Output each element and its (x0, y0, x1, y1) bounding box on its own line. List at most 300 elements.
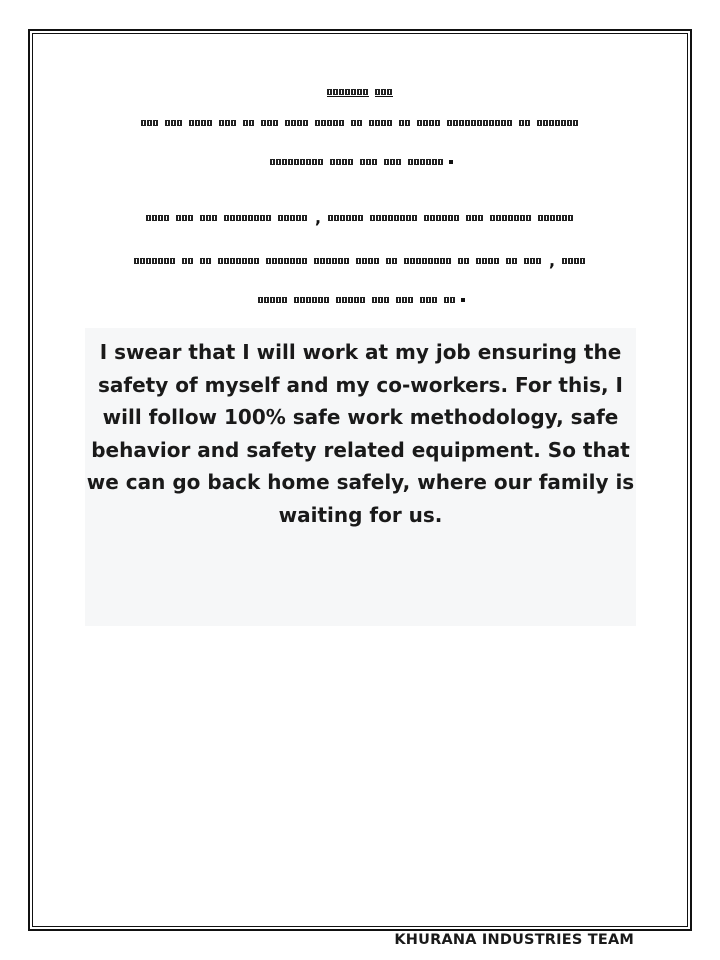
missing-glyph (417, 120, 422, 126)
missing-glyph (568, 215, 573, 221)
missing-glyph (483, 120, 488, 126)
unrendered-word (562, 258, 586, 264)
unrendered-word (336, 297, 366, 303)
missing-glyph (430, 215, 435, 221)
missing-glyph (376, 215, 381, 221)
missing-glyph (218, 258, 223, 264)
missing-glyph (230, 258, 235, 264)
missing-glyph (147, 120, 152, 126)
missing-glyph (388, 215, 393, 221)
unrendered-word (490, 215, 532, 221)
missing-glyph (224, 258, 229, 264)
missing-glyph (465, 120, 470, 126)
missing-glyph (282, 159, 287, 165)
missing-glyph (219, 120, 224, 126)
missing-glyph (303, 120, 308, 126)
missing-glyph (195, 120, 200, 126)
missing-glyph (478, 215, 483, 221)
missing-glyph (351, 89, 356, 95)
missing-glyph (543, 120, 548, 126)
pledge-signature: KHURANA INDUSTRIES TEAM (394, 932, 634, 948)
missing-glyph (420, 297, 425, 303)
missing-glyph (549, 120, 554, 126)
missing-glyph (394, 215, 399, 221)
missing-glyph (321, 120, 326, 126)
missing-glyph (524, 258, 529, 264)
missing-glyph (488, 258, 493, 264)
missing-glyph (372, 297, 377, 303)
missing-glyph (182, 215, 187, 221)
missing-glyph (315, 120, 320, 126)
unrendered-word (420, 297, 438, 303)
missing-glyph (390, 159, 395, 165)
missing-glyph (459, 120, 464, 126)
missing-glyph (386, 258, 391, 264)
comma: , (314, 208, 322, 227)
missing-glyph (375, 89, 380, 95)
missing-glyph (206, 215, 211, 221)
missing-glyph (140, 258, 145, 264)
unrendered-text-line (40, 120, 680, 126)
missing-glyph (346, 215, 351, 221)
unrendered-word (328, 215, 364, 221)
missing-glyph (146, 215, 151, 221)
missing-glyph (408, 159, 413, 165)
missing-glyph (502, 215, 507, 221)
pledge-box (85, 328, 636, 948)
missing-glyph (384, 159, 389, 165)
missing-glyph (357, 120, 362, 126)
missing-glyph (314, 258, 319, 264)
unrendered-text-line (40, 159, 680, 165)
unrendered-word (258, 297, 288, 303)
unrendered-word (519, 120, 531, 126)
missing-glyph (236, 215, 241, 221)
missing-glyph (270, 159, 275, 165)
unrendered-word (134, 258, 176, 264)
full-stop (449, 160, 453, 164)
missing-glyph (520, 215, 525, 221)
missing-glyph (352, 215, 357, 221)
unrendered-word (447, 120, 513, 126)
missing-glyph (236, 258, 241, 264)
missing-glyph (348, 159, 353, 165)
missing-glyph (501, 120, 506, 126)
missing-glyph (538, 215, 543, 221)
missing-glyph (348, 297, 353, 303)
missing-glyph (562, 258, 567, 264)
missing-glyph (362, 258, 367, 264)
missing-glyph (270, 297, 275, 303)
missing-glyph (447, 120, 452, 126)
missing-glyph (288, 159, 293, 165)
missing-glyph (146, 258, 151, 264)
pledge-text: I swear that I will work at my job ensuring the safety of myself and my co-workers. For this, I will follow 100% safe work methodology, safe behavior and safety related equipment. So that we can go back home safely, where our family is waiting for us. (86, 340, 635, 527)
unrendered-word (369, 120, 393, 126)
missing-glyph (266, 215, 271, 221)
missing-glyph (375, 120, 380, 126)
unrendered-word (261, 120, 279, 126)
missing-glyph (358, 215, 363, 221)
missing-glyph (435, 120, 440, 126)
missing-glyph (424, 215, 429, 221)
unrendered-word (476, 258, 500, 264)
missing-glyph (318, 159, 323, 165)
missing-glyph (254, 215, 259, 221)
missing-glyph (525, 120, 530, 126)
missing-glyph (530, 258, 535, 264)
missing-glyph (267, 120, 272, 126)
missing-glyph (453, 120, 458, 126)
missing-glyph (400, 215, 405, 221)
missing-glyph (432, 159, 437, 165)
missing-glyph (328, 215, 333, 221)
missing-glyph (333, 89, 338, 95)
unrendered-word (444, 297, 456, 303)
missing-glyph (230, 215, 235, 221)
missing-glyph (207, 120, 212, 126)
unrendered-word (146, 215, 170, 221)
missing-glyph (354, 297, 359, 303)
missing-glyph (489, 120, 494, 126)
missing-glyph (177, 120, 182, 126)
missing-glyph (200, 258, 205, 264)
missing-glyph (338, 258, 343, 264)
unrendered-word (266, 258, 308, 264)
missing-glyph (200, 215, 205, 221)
unrendered-text-line (40, 297, 680, 303)
missing-glyph (345, 89, 350, 95)
unrendered-word (294, 297, 330, 303)
unrendered-heading (40, 89, 680, 97)
missing-glyph (339, 89, 344, 95)
missing-glyph (381, 89, 386, 95)
missing-glyph (332, 258, 337, 264)
missing-glyph (282, 297, 287, 303)
unrendered-word (314, 258, 350, 264)
missing-glyph (344, 258, 349, 264)
unrendered-word (417, 120, 441, 126)
missing-glyph (248, 215, 253, 221)
missing-glyph (318, 297, 323, 303)
missing-glyph (458, 258, 463, 264)
missing-glyph (296, 215, 301, 221)
missing-glyph (189, 120, 194, 126)
unrendered-word (408, 159, 444, 165)
unrendered-word (351, 120, 363, 126)
missing-glyph (290, 258, 295, 264)
missing-glyph (366, 159, 371, 165)
unrendered-word (200, 258, 212, 264)
missing-glyph (296, 258, 301, 264)
missing-glyph (242, 215, 247, 221)
unrendered-word (370, 215, 418, 221)
unrendered-word (399, 120, 411, 126)
unrendered-word (384, 159, 402, 165)
missing-glyph (249, 120, 254, 126)
missing-glyph (324, 297, 329, 303)
missing-glyph (573, 120, 578, 126)
missing-glyph (342, 297, 347, 303)
unrendered-word (224, 215, 272, 221)
missing-glyph (476, 258, 481, 264)
missing-glyph (248, 258, 253, 264)
missing-glyph (260, 215, 265, 221)
unrendered-word (315, 120, 345, 126)
comma: , (548, 251, 556, 270)
unrendered-word (386, 258, 398, 264)
missing-glyph (306, 159, 311, 165)
missing-glyph (466, 215, 471, 221)
missing-glyph (285, 120, 290, 126)
missing-glyph (396, 159, 401, 165)
missing-glyph (555, 120, 560, 126)
missing-glyph (556, 215, 561, 221)
missing-glyph (327, 120, 332, 126)
missing-glyph (302, 258, 307, 264)
missing-glyph (134, 258, 139, 264)
missing-glyph (170, 258, 175, 264)
unrendered-word (330, 159, 354, 165)
missing-glyph (374, 258, 379, 264)
missing-glyph (495, 120, 500, 126)
missing-glyph (440, 258, 445, 264)
unrendered-text-line (40, 251, 680, 270)
missing-glyph (387, 120, 392, 126)
missing-glyph (562, 215, 567, 221)
unrendered-word (375, 89, 393, 97)
missing-glyph (368, 258, 373, 264)
full-stop (461, 298, 465, 302)
missing-glyph (406, 215, 411, 221)
missing-glyph (519, 120, 524, 126)
missing-glyph (378, 297, 383, 303)
missing-glyph (360, 297, 365, 303)
missing-glyph (302, 215, 307, 221)
missing-glyph (382, 215, 387, 221)
missing-glyph (206, 258, 211, 264)
missing-glyph (508, 215, 513, 221)
unrendered-text-line (40, 208, 680, 227)
missing-glyph (152, 258, 157, 264)
missing-glyph (448, 215, 453, 221)
missing-glyph (188, 258, 193, 264)
missing-glyph (514, 215, 519, 221)
missing-glyph (494, 258, 499, 264)
missing-glyph (284, 215, 289, 221)
missing-glyph (567, 120, 572, 126)
missing-glyph (264, 297, 269, 303)
unrendered-word (424, 215, 460, 221)
unrendered-word (182, 258, 194, 264)
missing-glyph (312, 159, 317, 165)
missing-glyph (490, 215, 495, 221)
missing-glyph (258, 297, 263, 303)
missing-glyph (450, 297, 455, 303)
missing-glyph (392, 258, 397, 264)
missing-glyph (284, 258, 289, 264)
missing-glyph (444, 297, 449, 303)
unrendered-word (218, 258, 260, 264)
unrendered-word (538, 215, 574, 221)
missing-glyph (164, 215, 169, 221)
missing-glyph (261, 120, 266, 126)
missing-glyph (306, 297, 311, 303)
missing-glyph (164, 258, 169, 264)
missing-glyph (141, 120, 146, 126)
missing-glyph (574, 258, 579, 264)
missing-glyph (399, 120, 404, 126)
missing-glyph (165, 120, 170, 126)
missing-glyph (472, 215, 477, 221)
missing-glyph (396, 297, 401, 303)
missing-glyph (330, 159, 335, 165)
missing-glyph (171, 120, 176, 126)
missing-glyph (273, 120, 278, 126)
missing-glyph (464, 258, 469, 264)
missing-glyph (254, 258, 259, 264)
missing-glyph (152, 215, 157, 221)
missing-glyph (231, 120, 236, 126)
missing-glyph (429, 120, 434, 126)
missing-glyph (428, 258, 433, 264)
missing-glyph (536, 258, 541, 264)
missing-glyph (422, 258, 427, 264)
missing-glyph (340, 215, 345, 221)
unrendered-word (189, 120, 213, 126)
missing-glyph (333, 120, 338, 126)
missing-glyph (471, 120, 476, 126)
unrendered-word (219, 120, 237, 126)
missing-glyph (408, 297, 413, 303)
missing-glyph (434, 258, 439, 264)
missing-glyph (300, 159, 305, 165)
missing-glyph (372, 159, 377, 165)
missing-glyph (423, 120, 428, 126)
missing-glyph (405, 120, 410, 126)
missing-glyph (414, 159, 419, 165)
missing-glyph (312, 297, 317, 303)
unrendered-word (176, 215, 194, 221)
unrendered-word (243, 120, 255, 126)
missing-glyph (436, 215, 441, 221)
unrendered-word (270, 159, 324, 165)
missing-glyph (360, 159, 365, 165)
missing-glyph (454, 215, 459, 221)
missing-glyph (357, 89, 362, 95)
missing-glyph (482, 258, 487, 264)
missing-glyph (243, 120, 248, 126)
missing-glyph (446, 258, 451, 264)
missing-glyph (297, 120, 302, 126)
missing-glyph (512, 258, 517, 264)
missing-glyph (369, 120, 374, 126)
missing-glyph (544, 215, 549, 221)
missing-glyph (420, 159, 425, 165)
missing-glyph (426, 297, 431, 303)
missing-glyph (326, 258, 331, 264)
missing-glyph (568, 258, 573, 264)
missing-glyph (327, 89, 332, 95)
missing-glyph (182, 258, 187, 264)
missing-glyph (432, 297, 437, 303)
unrendered-word (165, 120, 183, 126)
missing-glyph (278, 258, 283, 264)
missing-glyph (158, 258, 163, 264)
unrendered-word (200, 215, 218, 221)
unrendered-word (466, 215, 484, 221)
missing-glyph (242, 258, 247, 264)
missing-glyph (507, 120, 512, 126)
missing-glyph (342, 159, 347, 165)
missing-glyph (158, 215, 163, 221)
missing-glyph (294, 159, 299, 165)
missing-glyph (188, 215, 193, 221)
missing-glyph (412, 215, 417, 221)
missing-glyph (225, 120, 230, 126)
missing-glyph (370, 215, 375, 221)
missing-glyph (550, 215, 555, 221)
unrendered-word (404, 258, 452, 264)
missing-glyph (336, 297, 341, 303)
missing-glyph (404, 258, 409, 264)
missing-glyph (276, 159, 281, 165)
missing-glyph (416, 258, 421, 264)
missing-glyph (272, 258, 277, 264)
missing-glyph (506, 258, 511, 264)
missing-glyph (224, 215, 229, 221)
missing-glyph (320, 258, 325, 264)
missing-glyph (561, 120, 566, 126)
missing-glyph (300, 297, 305, 303)
missing-glyph (201, 120, 206, 126)
unrendered-word (360, 159, 378, 165)
missing-glyph (363, 89, 368, 95)
missing-glyph (334, 215, 339, 221)
missing-glyph (526, 215, 531, 221)
missing-glyph (580, 258, 585, 264)
missing-glyph (176, 215, 181, 221)
missing-glyph (291, 120, 296, 126)
missing-glyph (477, 120, 482, 126)
unrendered-word (458, 258, 470, 264)
missing-glyph (339, 120, 344, 126)
unrendered-word (285, 120, 309, 126)
unrendered-word (141, 120, 159, 126)
missing-glyph (276, 297, 281, 303)
missing-glyph (356, 258, 361, 264)
missing-glyph (387, 89, 392, 95)
unrendered-word (537, 120, 579, 126)
missing-glyph (212, 215, 217, 221)
missing-glyph (266, 258, 271, 264)
unrendered-word (327, 89, 369, 97)
missing-glyph (426, 159, 431, 165)
missing-glyph (153, 120, 158, 126)
missing-glyph (438, 159, 443, 165)
missing-glyph (336, 159, 341, 165)
unrendered-word (524, 258, 542, 264)
missing-glyph (402, 297, 407, 303)
missing-glyph (496, 215, 501, 221)
missing-glyph (537, 120, 542, 126)
missing-glyph (351, 120, 356, 126)
unrendered-word (396, 297, 414, 303)
unrendered-word (372, 297, 390, 303)
missing-glyph (384, 297, 389, 303)
unrendered-word (506, 258, 518, 264)
missing-glyph (278, 215, 283, 221)
